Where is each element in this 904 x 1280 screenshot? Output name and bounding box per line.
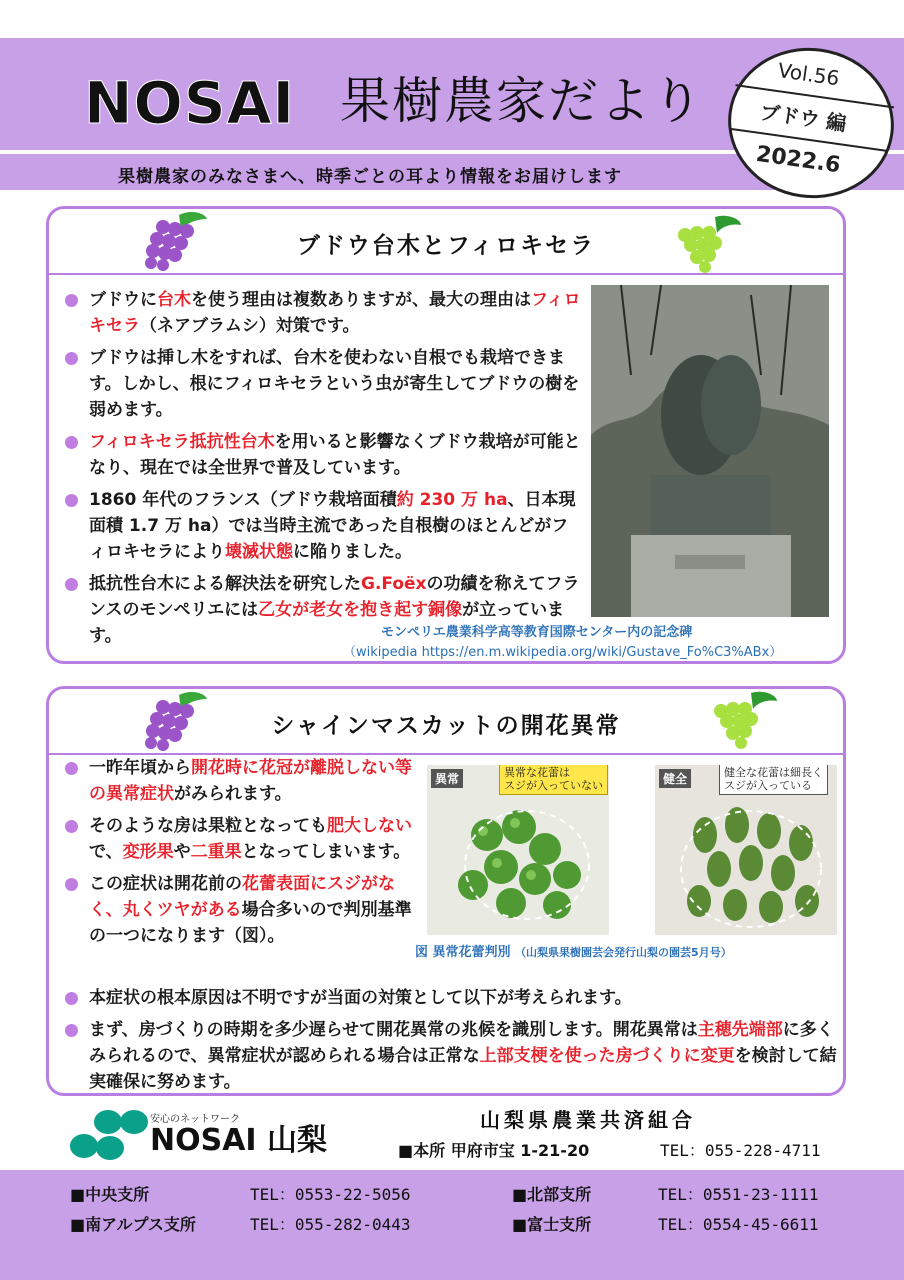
normal-bud-image bbox=[655, 765, 837, 935]
highlight-text: 台木 bbox=[157, 290, 191, 310]
branch-tel: TEL：0553-22-5056 bbox=[250, 1185, 411, 1204]
branch-tel: TEL：055-282-0443 bbox=[250, 1215, 411, 1234]
highlight-text: 花蕾表面にスジがなく、丸くツヤがある bbox=[89, 874, 395, 920]
head-office-address: ■本所 甲府市宝 1-21-20 bbox=[398, 1141, 590, 1160]
bullet-text: 1860 年代のフランス（ブドウ栽培面積 bbox=[89, 490, 397, 510]
section-title: ブドウ台木とフィロキセラ bbox=[296, 233, 596, 259]
bullet-text: を使う理由は複数ありますが、最大の理由は bbox=[191, 290, 531, 310]
bullet-text: に多くみられるので、異常症状が認められる場合は正常な bbox=[89, 1020, 834, 1066]
bullet-item bbox=[63, 985, 839, 1011]
section-header bbox=[49, 689, 843, 755]
normal-note: 健全な花蕾は細長く スジが入っている bbox=[719, 765, 828, 795]
bullet-text: 場合多いので判別基準の一つになります（図）。 bbox=[89, 900, 412, 946]
bullet-text: ブドウは挿し木をすれば、台木を使わない自根でも栽培できます。しかし、根にフィロキセラという虫が寄生してブドウの樹を弱めます。 bbox=[89, 348, 580, 420]
highlight-text: 上部支梗を使った房づくりに変更 bbox=[479, 1046, 735, 1066]
highlight-text: 乙女が老女を抱き起す銅像 bbox=[258, 600, 463, 620]
logo-tagline: 安心のネットワーク bbox=[150, 1114, 240, 1125]
bullet-text: を用いると影響なくブドウ栽培が可能となり、現在では全世界で普及しています。 bbox=[89, 432, 581, 478]
photo-source-link[interactable]: （wikipedia https://en.m.wikipedia.org/wiki/Gustave_Fo%C3%ABx） bbox=[343, 645, 783, 660]
branch-name: ■北部支所 bbox=[512, 1185, 592, 1204]
green-grape-icon bbox=[665, 213, 745, 275]
branch-name: ■南アルプス支所 bbox=[70, 1215, 196, 1234]
flowering-bullets bbox=[63, 755, 421, 955]
highlight-text: 約 230 万 ha bbox=[396, 490, 508, 510]
branch-name: ■富士支所 bbox=[512, 1215, 592, 1234]
abnormal-bud-image bbox=[427, 765, 609, 935]
highlight-text: 二重果 bbox=[190, 842, 242, 862]
abnormal-tag: 異常 bbox=[431, 769, 463, 788]
highlight-text: G.Foëx bbox=[361, 574, 427, 594]
newsletter-title: 果樹農家だより bbox=[340, 72, 704, 130]
normal-tag: 健全 bbox=[659, 769, 691, 788]
bullet-item bbox=[63, 287, 581, 339]
photo-caption: モンペリエ農業科学高等教育国際センター内の記念碑 bbox=[381, 625, 693, 640]
bullet-text: 一昨年頃から bbox=[89, 758, 191, 778]
branch-tel: TEL：0551-23-1111 bbox=[658, 1185, 819, 1204]
highlight-text: 変形果 bbox=[122, 842, 174, 862]
stamp-date: 2022.6 bbox=[754, 141, 842, 179]
nosai-logo: NOSAI bbox=[84, 69, 296, 137]
figure-source: （山梨県果樹園芸会発行山梨の園芸5月号） bbox=[515, 946, 732, 959]
bullet-text: 抵抗性台木による解決法を研究した bbox=[89, 574, 361, 594]
logo-text: NOSAI 山梨 bbox=[150, 1123, 328, 1158]
abnormal-note: 異常な花蕾は スジが入っていない bbox=[499, 765, 608, 795]
highlight-text: 肥大しない bbox=[327, 816, 412, 836]
bullet-text: そのような房は果粒となっても bbox=[89, 816, 327, 836]
stamp-edition: ブドウ 編 bbox=[758, 99, 848, 136]
newsletter-subtitle: 果樹農家のみなさまへ、時季ごとの耳より情報をお届けします bbox=[118, 167, 622, 187]
bullet-text: を検討して結実確保に努めます。 bbox=[89, 1046, 837, 1092]
bullet-text: ブドウに bbox=[89, 290, 157, 310]
bullet-text: まず、房づくりの時期を多少遅らせて開花異常の兆候を識別します。開花異常は bbox=[89, 1020, 698, 1040]
rootstock-bullets bbox=[63, 287, 581, 655]
nosai-yamanashi-logo bbox=[64, 1108, 364, 1168]
flowering-bullets-full bbox=[63, 985, 839, 1101]
highlight-text: フィロキセラ bbox=[89, 290, 581, 336]
statue-photo bbox=[591, 285, 829, 617]
bullet-item bbox=[63, 813, 421, 865]
figure-title: 図 異常花蕾判別 bbox=[415, 945, 511, 960]
figure-caption bbox=[415, 941, 732, 960]
highlight-text: 主穂先端部 bbox=[697, 1020, 783, 1040]
head-office-tel: TEL：055-228-4711 bbox=[660, 1141, 821, 1160]
section-rootstock bbox=[46, 206, 846, 664]
bullet-text: （ネアブラムシ）対策です。 bbox=[140, 316, 360, 336]
green-grape-icon bbox=[701, 689, 781, 751]
bullet-text: で、 bbox=[89, 842, 123, 862]
section-flowering bbox=[46, 686, 846, 1096]
bullet-text: 本症状の根本原因は不明ですが当面の対策として以下が考えられます。 bbox=[89, 988, 632, 1008]
bullet-text: となってしまいます。 bbox=[241, 842, 411, 862]
nosai-mark-icon bbox=[64, 1108, 154, 1168]
bullet-text: が立っています。 bbox=[89, 600, 565, 646]
bullet-text: の功績を称えてフランスのモンペリエには bbox=[89, 574, 580, 620]
bullet-item bbox=[63, 345, 581, 423]
bullet-text: や bbox=[173, 842, 191, 862]
section-title: シャインマスカットの開花異常 bbox=[271, 713, 621, 739]
section-header bbox=[49, 209, 843, 275]
bullet-item bbox=[63, 1017, 839, 1095]
branch-name: ■中央支所 bbox=[70, 1185, 150, 1204]
bullet-item bbox=[63, 429, 581, 481]
bullet-text: がみられます。 bbox=[174, 784, 292, 804]
highlight-text: 壊滅状態 bbox=[225, 542, 293, 562]
stamp-volume: Vol.56 bbox=[776, 58, 841, 91]
highlight-text: 開花時に花冠が離脱しない等の異常症状 bbox=[89, 758, 412, 804]
bullet-item bbox=[63, 487, 581, 565]
bullet-text: 、日本現面積 1.7 万 ha）では当時主流であった自根樹のほとんどがフィロキセラにより bbox=[89, 490, 576, 562]
branch-offices bbox=[0, 1170, 904, 1280]
bullet-text: に陥りました。 bbox=[293, 542, 412, 562]
organization-name: 山梨県農業共済組合 bbox=[480, 1108, 696, 1132]
bullet-text: この症状は開花前の bbox=[89, 874, 242, 894]
bullet-item bbox=[63, 871, 421, 949]
highlight-text: フィロキセラ抵抗性台木 bbox=[89, 432, 275, 452]
bullet-item bbox=[63, 755, 421, 807]
branch-tel: TEL：0554-45-6611 bbox=[658, 1215, 819, 1234]
